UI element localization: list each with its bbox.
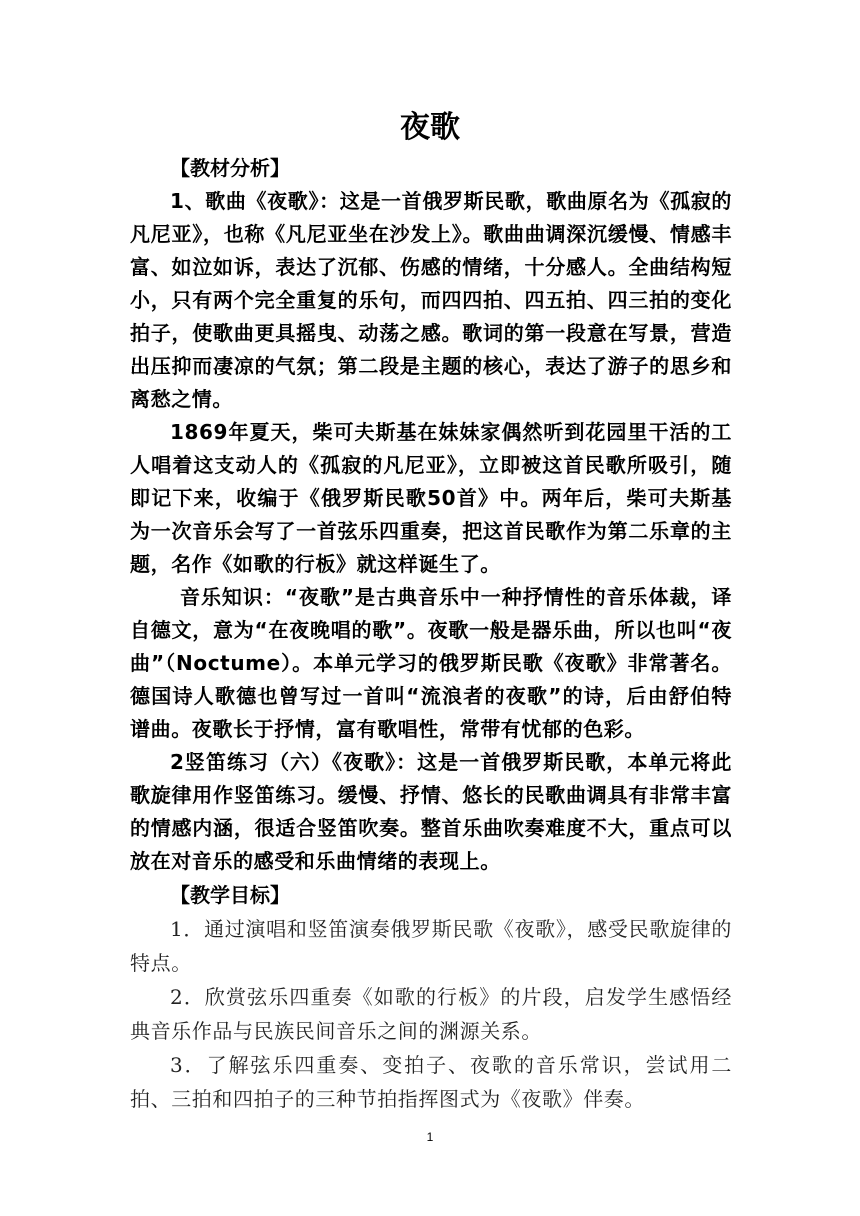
paragraph-recorder-practice: 2竖笛练习（六）《夜歌》：这是一首俄罗斯民歌，本单元将此歌旋律用作竖笛练习。缓慢、抒情、悠长的民歌曲调具有非常丰富的情感内涵，很适合竖笛吹奏。整首乐曲吹奏难度不大，重点可以放在对音乐的感受和乐曲情绪的表现上。 xyxy=(130,750,732,873)
paragraph-music-knowledge: 音乐知识：“夜歌”是古典音乐中一种抒情性的音乐体裁，译自德文，意为“在夜晚唱的歌”。夜歌一般是器乐曲，所以也叫“夜曲”（Noctume）。本单元学习的俄罗斯民歌《夜歌》非常著名。德国诗人歌德也曾写过一首叫“流浪者的夜歌”的诗，后由舒伯特谱曲。夜歌长于抒情，富有歌唱性，常带有忧郁的色彩。 xyxy=(130,585,732,741)
section-heading-goals: 【教学目标】 xyxy=(170,883,290,907)
section-heading-analysis: 【教材分析】 xyxy=(170,156,290,180)
paragraph-song-intro: 1、歌曲《夜歌》：这是一首俄罗斯民歌，歌曲原名为《孤寂的凡尼亚》，也称《凡尼亚坐在沙发上》。歌曲曲调深沉缓慢、情感丰富、如泣如诉，表达了沉郁、伤感的情绪，十分感人。全曲结构短小，只有两个完全重复的乐句，而四四拍、四五拍、四三拍的变化拍子，使歌曲更具摇曳、动荡之感。歌词的第一段意在写景，营造出压抑而凄凉的气氛；第二段是主题的核心，表达了游子的思乡和离愁之情。 xyxy=(130,189,732,411)
paragraph-tchaikovsky-story: 1869年夏天，柴可夫斯基在妹妹家偶然听到花园里干活的工人唱着这支动人的《孤寂的凡尼亚》，立即被这首民歌所吸引，随即记下来，收编于《俄罗斯民歌50首》中。两年后，柴可夫斯基为一次音乐会写了一首弦乐四重奏，把这首民歌作为第二乐章的主题，名作《如歌的行板》就这样诞生了。 xyxy=(130,420,732,576)
goal-item-1: 1．通过演唱和竖笛演奏俄罗斯民歌《夜歌》，感受民歌旋律的特点。 xyxy=(130,917,732,975)
goal-item-3: 3．了解弦乐四重奏、变拍子、夜歌的音乐常识，尝试用二拍、三拍和四拍子的三种节拍指挥图式为《夜歌》伴奏。 xyxy=(130,1053,732,1111)
document-title: 夜歌 xyxy=(400,110,460,145)
page-number: 1 xyxy=(426,1130,434,1144)
document-body xyxy=(130,151,732,1116)
goal-item-2: 2．欣赏弦乐四重奏《如歌的行板》的片段，启发学生感悟经典音乐作品与民族民间音乐之间的渊源关系。 xyxy=(130,985,732,1043)
